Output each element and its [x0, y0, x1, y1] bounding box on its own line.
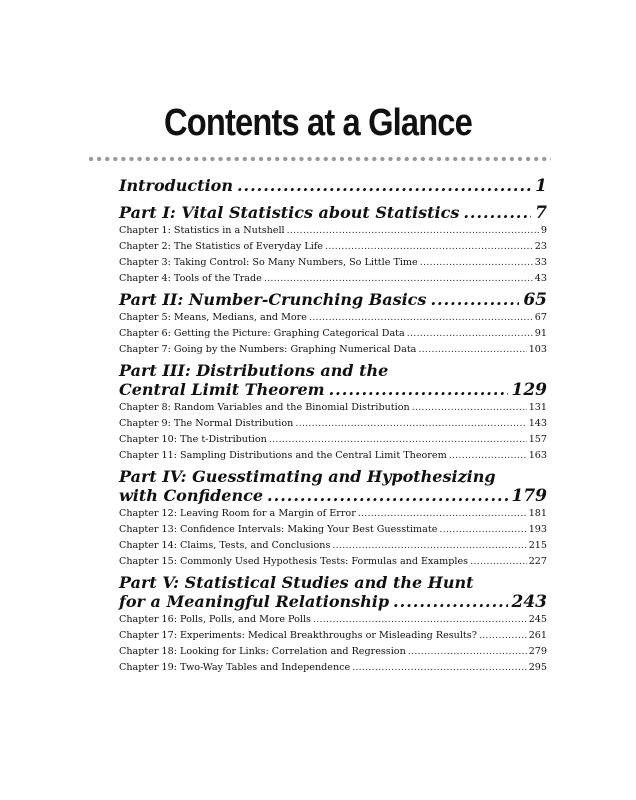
toc-parts — [119, 203, 547, 676]
dot-leader — [393, 592, 507, 611]
toc-chapter-entry[interactable] — [119, 660, 547, 676]
toc-part-page: 7 — [535, 203, 547, 223]
dot-leader — [420, 255, 533, 271]
toc-chapter-page: 43 — [534, 273, 547, 284]
toc-chapter-entry[interactable] — [119, 538, 547, 554]
toc-part-block — [119, 361, 547, 464]
toc-chapter-label: Chapter 2: The Statistics of Everyday Life — [119, 241, 323, 252]
toc-chapter-label: Chapter 17: Experiments: Medical Breakthroughs or Misleading Results? — [119, 630, 477, 641]
toc-chapter-page: 245 — [528, 614, 547, 625]
dot-leader — [287, 223, 539, 239]
dot-leader — [264, 271, 533, 287]
toc-chapter-label: Chapter 4: Tools of the Trade — [119, 273, 262, 284]
dot-leader — [329, 380, 508, 399]
dot-leader — [309, 310, 533, 326]
toc-part-page: 65 — [523, 290, 547, 310]
table-of-contents — [119, 170, 547, 679]
toc-chapter-label: Chapter 1: Statistics in a Nutshell — [119, 225, 285, 236]
dot-leader — [325, 239, 533, 255]
toc-part-block — [119, 203, 547, 287]
toc-chapter-label: Chapter 5: Means, Medians, and More — [119, 312, 307, 323]
dot-leader — [269, 432, 527, 448]
toc-chapter-entry[interactable] — [119, 326, 547, 342]
dot-leader — [439, 522, 526, 538]
toc-chapter-entry[interactable] — [119, 644, 547, 660]
toc-chapter-entry[interactable] — [119, 522, 547, 538]
toc-chapter-entry[interactable] — [119, 628, 547, 644]
toc-chapter-label: Chapter 8: Random Variables and the Binomial Distribution — [119, 402, 410, 413]
dot-leader — [407, 326, 533, 342]
toc-chapter-page: 131 — [528, 402, 547, 413]
toc-chapter-page: 295 — [528, 662, 547, 673]
toc-part-title-line1[interactable]: Part IV: Guesstimating and Hypothesizing — [119, 467, 496, 486]
dot-leader — [358, 506, 527, 522]
toc-part-label: Central Limit Theorem — [119, 380, 325, 399]
toc-chapter-label: Chapter 3: Taking Control: So Many Numbers, So Little Time — [119, 257, 418, 268]
dot-leader — [418, 342, 526, 358]
toc-part-title-line1[interactable]: Part III: Distributions and the — [119, 361, 389, 380]
toc-chapter-page: 261 — [528, 630, 547, 641]
toc-chapter-page: 157 — [528, 434, 547, 445]
toc-chapter-label: Chapter 11: Sampling Distributions and the Central Limit Theorem — [119, 450, 447, 461]
toc-chapter-label: Chapter 12: Leaving Room for a Margin of Error — [119, 508, 356, 519]
toc-part-block — [119, 290, 547, 358]
toc-chapter-page: 227 — [528, 556, 547, 567]
toc-chapter-page: 33 — [534, 257, 547, 268]
toc-chapter-page: 143 — [528, 418, 547, 429]
toc-chapter-label: Chapter 7: Going by the Numbers: Graphing Numerical Data — [119, 344, 417, 355]
dot-leader — [352, 660, 527, 676]
toc-chapter-page: 193 — [528, 524, 547, 535]
dot-leader — [412, 400, 527, 416]
dot-leader — [408, 644, 527, 660]
toc-part-entry[interactable] — [119, 486, 547, 506]
toc-chapter-entry[interactable] — [119, 223, 547, 239]
toc-chapter-page: 9 — [540, 225, 547, 236]
toc-part-page: 243 — [511, 592, 547, 612]
toc-part-entry[interactable] — [119, 203, 547, 223]
dot-leader — [295, 416, 526, 432]
toc-part-page: 129 — [511, 380, 547, 400]
toc-chapter-entry[interactable] — [119, 239, 547, 255]
toc-chapter-entry[interactable] — [119, 432, 547, 448]
toc-chapter-label: Chapter 13: Confidence Intervals: Making Your Best Guesstimate — [119, 524, 438, 535]
dot-leader — [449, 448, 527, 464]
toc-chapter-label: Chapter 18: Looking for Links: Correlation and Regression — [119, 646, 406, 657]
toc-part-block — [119, 573, 547, 676]
toc-chapter-label: Chapter 10: The t-Distribution — [119, 434, 267, 445]
toc-part-label: Part II: Number-Crunching Basics — [119, 290, 427, 309]
toc-chapter-page: 215 — [528, 540, 547, 551]
toc-chapter-entry[interactable] — [119, 554, 547, 570]
toc-chapter-page: 67 — [534, 312, 547, 323]
dot-leader — [267, 486, 507, 505]
toc-chapter-page: 91 — [534, 328, 547, 339]
toc-chapter-entry[interactable] — [119, 506, 547, 522]
toc-part-block — [119, 467, 547, 570]
toc-chapter-entry[interactable] — [119, 310, 547, 326]
toc-part-entry[interactable] — [119, 592, 547, 612]
toc-part-label: Part I: Vital Statistics about Statistics — [119, 203, 460, 222]
dotted-divider — [88, 156, 551, 162]
toc-part-label: with Confidence — [119, 486, 264, 505]
toc-part-title-line1[interactable]: Part V: Statistical Studies and the Hunt — [119, 573, 474, 592]
dot-leader — [470, 554, 527, 570]
dot-leader — [332, 538, 526, 554]
toc-chapter-page: 103 — [528, 344, 547, 355]
dot-leader — [313, 612, 527, 628]
toc-part-label: for a Meaningful Relationship — [119, 592, 390, 611]
toc-chapter-entry[interactable] — [119, 400, 547, 416]
toc-chapter-label: Chapter 9: The Normal Distribution — [119, 418, 294, 429]
toc-chapter-label: Chapter 19: Two-Way Tables and Independence — [119, 662, 351, 673]
toc-chapter-page: 181 — [528, 508, 547, 519]
toc-chapter-entry[interactable] — [119, 271, 547, 287]
toc-chapter-label: Chapter 15: Commonly Used Hypothesis Tests: Formulas and Examples — [119, 556, 469, 567]
toc-chapter-entry[interactable] — [119, 342, 547, 358]
toc-intro-label: Introduction — [119, 176, 233, 195]
page-title: Contents at a Glance — [164, 102, 472, 144]
toc-chapter-label: Chapter 14: Claims, Tests, and Conclusions — [119, 540, 331, 551]
toc-chapter-label: Chapter 16: Polls, Polls, and More Polls — [119, 614, 311, 625]
dot-leader — [430, 290, 519, 309]
dot-leader — [237, 176, 531, 195]
toc-chapter-label: Chapter 6: Getting the Picture: Graphing Categorical Data — [119, 328, 405, 339]
toc-chapter-entry[interactable] — [119, 255, 547, 271]
toc-part-entry[interactable] — [119, 290, 547, 310]
toc-part-page: 179 — [511, 486, 547, 506]
dot-leader — [479, 628, 527, 644]
toc-intro-page: 1 — [535, 176, 547, 196]
toc-intro-entry[interactable] — [119, 176, 547, 196]
toc-chapter-page: 279 — [528, 646, 547, 657]
dot-leader — [463, 203, 531, 222]
toc-chapter-page: 163 — [528, 450, 547, 461]
toc-chapter-entry[interactable] — [119, 416, 547, 432]
toc-part-entry[interactable] — [119, 380, 547, 400]
toc-chapter-entry[interactable] — [119, 448, 547, 464]
toc-chapter-page: 23 — [534, 241, 547, 252]
toc-chapter-entry[interactable] — [119, 612, 547, 628]
